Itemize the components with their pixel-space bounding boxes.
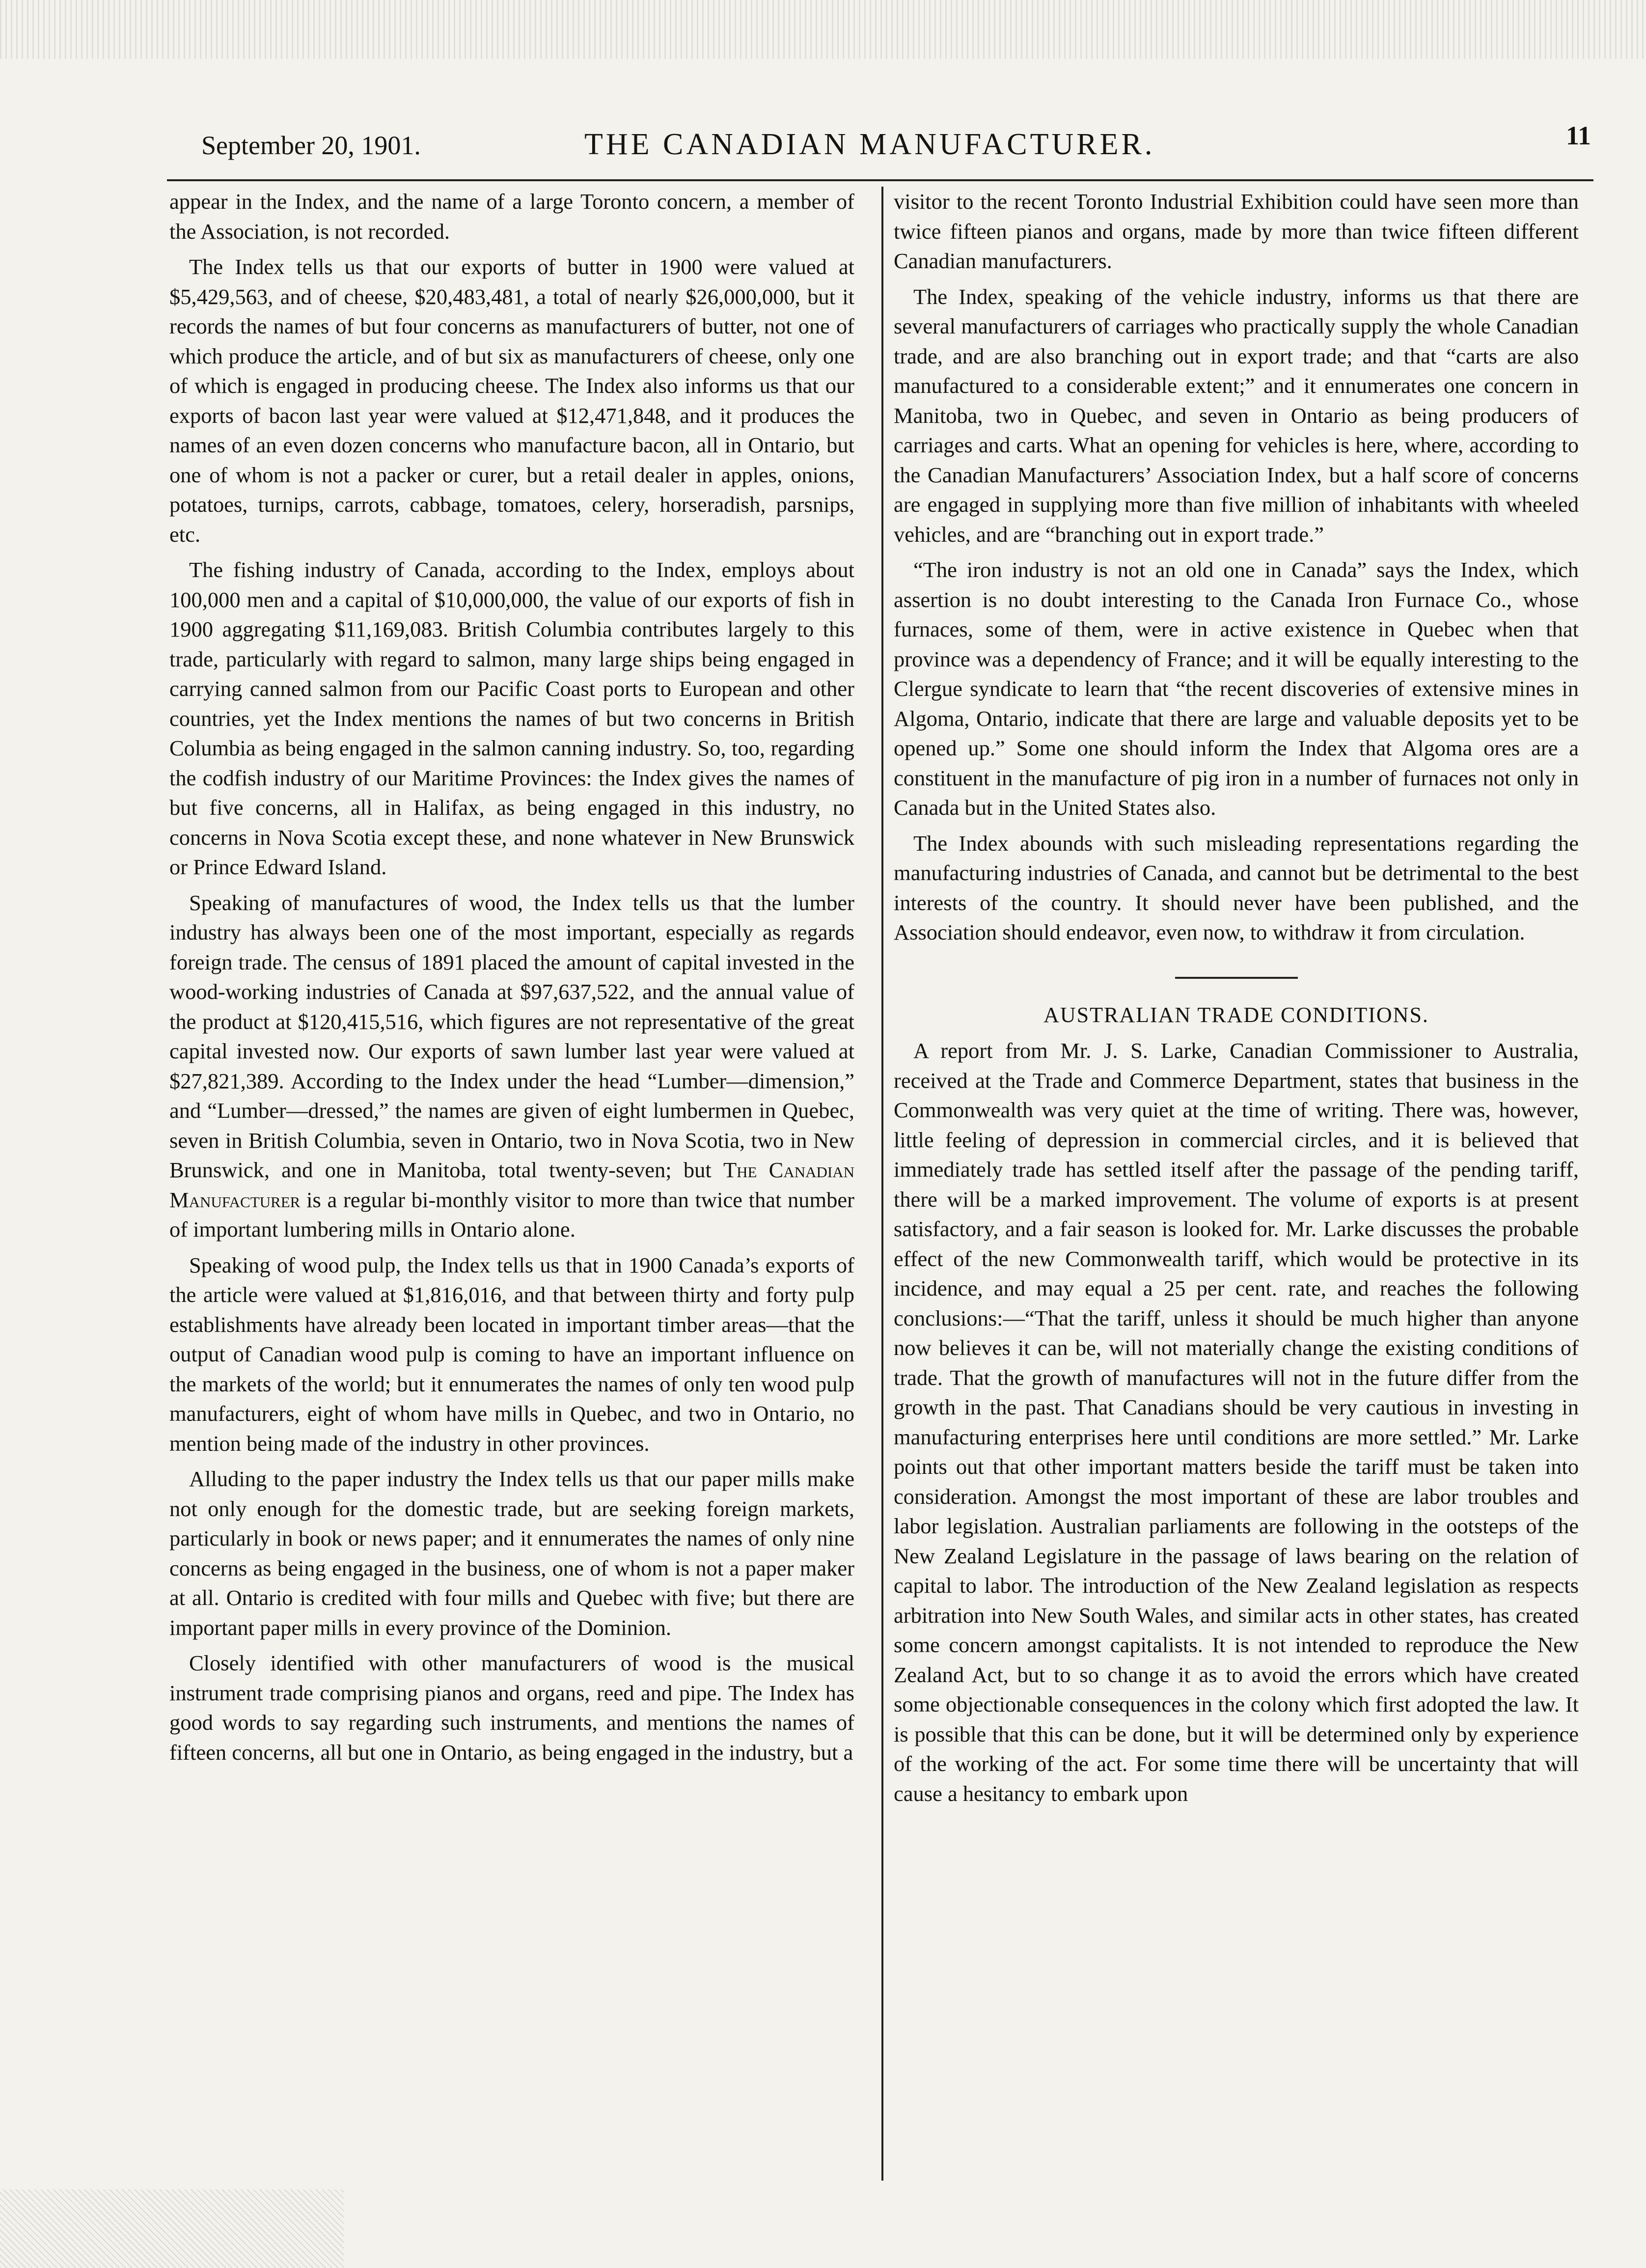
right-column: [894, 187, 1579, 1808]
paragraph: The Index, speaking of the vehicle industry, informs us that there are several manufacturers of carriages who practically supply the whole Canadian trade, and are also branching out in export trade; and that “carts are also manufactured to a considerable extent;” and it ennumerates one concern in Manitoba, two in Quebec, and seven in Ontario as being producers of carriages and carts. What an opening for vehicles is here, where, according to the Canadian Manufacturers’ Association Index, but a half score of concerns are engaged in supplying more than five million of inhabitants with wheeled vehicles, and are “branching out in export trade.”: [894, 284, 1579, 547]
paragraph: A report from Mr. J. S. Larke, Canadian Commissioner to Australia, received at the Trade and Commerce Department, states that business in the Commonwealth was very quiet at the time of writing. There was, however, little feeling of depression in commercial circles, and it is believed that immediately trade has settled itself after the passage of the pending tariff, there will be a marked improvement. The volume of exports is at present satisfactory, and a fair season is looked for. Mr. Larke discusses the probable effect of the new Commonwealth tariff, which would be protective in its incidence, and may equal a 25 per cent. rate, and reaches the following conclusions:—“That the tariff, unless it should be much higher than anyone now believes it can be, will not materially change the existing conditions of trade. That the growth of manufactures will not in the future differ from the growth in the past. That Canadians should be very cautious in investing in manufacturing enterprises here until conditions are more settled.” Mr. Larke points out that other important matters beside the tariff must be taken into consideration. Amongst the most important of these are labor troubles and labor legislation. Australian parliaments are following in the ootsteps of the New Zealand Legislature in the passage of laws bearing on the relation of capital to labor. The introduction of the New Zealand legislation as respects arbitration into New South Wales, and similar acts in other states, has created some concern amongst capitalists. It is not intended to reproduce the New Zealand Act, but to so change it as to avoid the errors which have created some objectionable consequences in the colony which first adopted the law. It is possible that this can be done, but it will be determined only by experience of the working of the act. For some time there will be uncertainty that will cause a hesitancy to embark upon: [894, 1038, 1579, 1806]
header-rule: [167, 179, 1593, 181]
column-divider: [881, 187, 883, 2181]
scan-noise-bottom: [0, 2189, 344, 2268]
paragraph: The Index tells us that our exports of butter in 1900 were valued at $5,429,563, and of cheese, $20,483,481, a total of nearly $26,000,000, but it records the names of but four concerns as manufacturers of butter, not one of which produce the article, and of but six as manufacturers of cheese, only one of which is engaged in producing cheese. The Index also informs us that our exports of bacon last year were valued at $12,471,848, and it produces the names of an even dozen concerns who manufacture bacon, all in Ontario, but one of whom is not a packer or curer, but a retail dealer in apples, onions, potatoes, turnips, carrots, cabbage, tomatoes, celery, horseradish, parsnips, etc.: [169, 254, 854, 547]
section-heading: AUSTRALIAN TRADE CONDITIONS.: [1043, 1002, 1429, 1027]
paragraph: Closely identified with other manufacturers of wood is the musical instrument trade comprising pianos and organs, reed and pipe. The Index has good words to say regarding such instruments, and mentions the names of fifteen concerns, all but one in Ontario, as being engaged in the industry, but a: [169, 1651, 854, 1765]
page-header: [167, 120, 1591, 174]
paragraph-text: Speaking of manufactures of wood, the Index tells us that the lumber industry has always been one of the most important, especially as regards foreign trade. The census of 1891 placed the amount of capital invested in the wood-working industries of Canada at $97,637,522, and the annual value of the product at $120,415,516, which figures are not representative of the great capital invested now. Our exports of sawn lumber last year were valued at $27,821,389. According to the Index under the head “Lumber—dimension,” and “Lumber—dressed,” the names are given of eight lumbermen in Quebec, seven in British Columbia, seven in Ontario, two in Nova Scotia, two in New Brunswick, and one in Manitoba, total twenty-seven; but: [169, 890, 854, 1182]
paragraph: visitor to the recent Toronto Industrial Exhibition could have seen more than twice fifteen pianos and organs, made by more than twice fifteen different Canadian manufacturers.: [894, 189, 1579, 273]
publication-name-inline: The Canadian Manufacturer: [169, 1158, 855, 1212]
paragraph: The Index abounds with such misleading representations regarding the manufacturing industries of Canada, and cannot but be detrimental to the best interests of the country. It should never have been published, and the Association should endeavor, even now, to withdraw it from circulation.: [894, 830, 1579, 944]
paragraph: appear in the Index, and the name of a large Toronto concern, a member of the Association, is not recorded.: [169, 189, 854, 244]
paragraph: The fishing industry of Canada, according to the Index, employs about 100,000 men and a capital of $10,000,000, the value of our exports of fish in 1900 aggregating $11,169,083. British Columbia contributes largely to this trade, particularly with regard to salmon, many large ships being engaged in carrying canned salmon from our Pacific Coast ports to European and other countries, yet the Index mentions the names of but two concerns in British Columbia as being engaged in the salmon canning industry. So, too, regarding the codfish industry of our Maritime Provinces: the Index gives the names of but five concerns, all in Halifax, as being engaged in this industry, no concerns in Nova Scotia except these, and none whatever in New Brunswick or Prince Edward Island.: [169, 557, 854, 879]
section-separator: [1175, 977, 1298, 979]
issue-date: September 20, 1901.: [201, 131, 421, 160]
left-column: [169, 187, 854, 1767]
paragraph-lumber: [169, 888, 854, 1245]
page-number: 11: [1565, 121, 1591, 150]
paragraph-text: is a regular bi-monthly visitor to more than twice that number of important lumbering mills in Ontario alone.: [169, 1187, 854, 1242]
paragraph: “The iron industry is not an old one in Canada” says the Index, which assertion is no doubt interesting to the Canada Iron Furnace Co., whose furnaces, some of them, were in active existence in Quebec when that province was a dependency of France; and it will be equally interesting to the Clergue syndicate to learn that “the recent discoveries of extensive mines in Algoma, Ontario, indicate that there are large and valuable deposits yet to be opened up.” Some one should inform the Index that Algoma ores are a constituent in the manufacture of pig iron in a number of furnaces not only in Canada but in the United States also.: [894, 557, 1579, 820]
publication-title: THE CANADIAN MANUFACTURER.: [584, 128, 1155, 161]
scan-noise-top: [0, 0, 1646, 59]
paragraph: Speaking of wood pulp, the Index tells us that in 1900 Canada’s exports of the article were valued at $1,816,016, and that between thirty and forty pulp establishments have already been located in important timber areas—that the output of Canadian wood pulp is coming to have an important influence on the markets of the world; but it ennumerates the names of only ten wood pulp manufacturers, eight of whom have mills in Quebec, and two in Ontario, no mention being made of the industry in other provinces.: [169, 1252, 854, 1456]
paragraph: Alluding to the paper industry the Index tells us that our paper mills make not only enough for the domestic trade, but are seeking foreign markets, particularly in book or news paper; and it ennumerates the names of only nine concerns as being engaged in the business, one of whom is not a paper maker at all. Ontario is credited with four mills and Quebec with five; but there are important paper mills in every province of the Dominion.: [169, 1466, 854, 1640]
